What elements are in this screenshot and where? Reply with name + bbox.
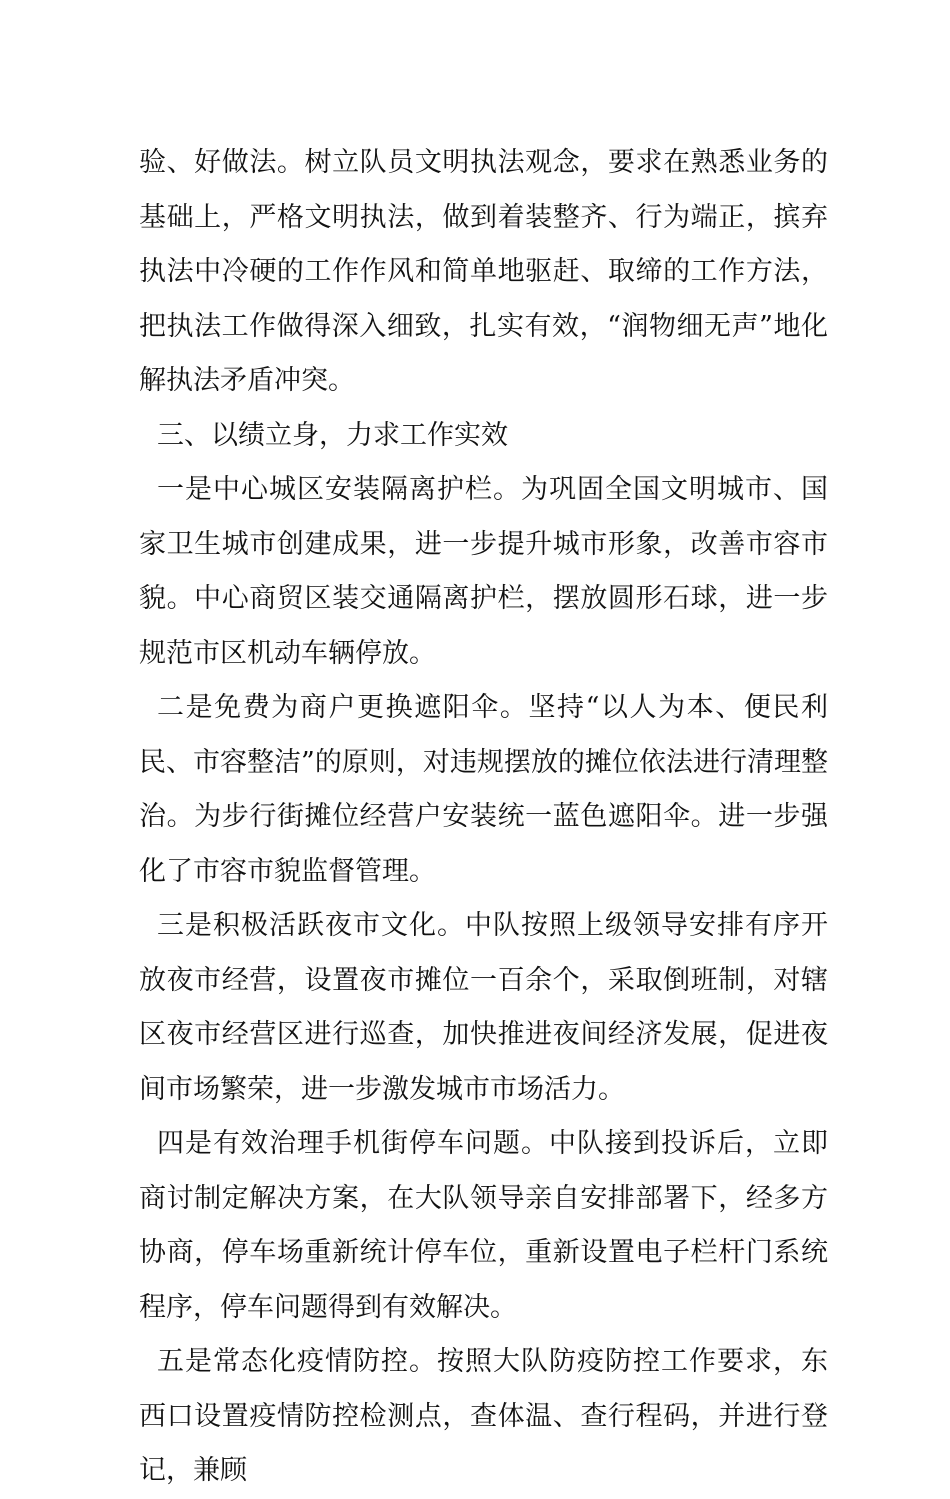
item-paragraph-5 [139, 1335, 828, 1499]
item-body-2: 坚持“以人为本、便民利民、市容整洁”的原则，对违规摆放的摊位依法进行清理整治。为步行街摊位经营户安装统一蓝色遮阳伞。进一步强化了市容市貌监督管理。 [139, 692, 828, 887]
item-paragraph-3 [139, 899, 828, 1117]
item-paragraph-4 [139, 1117, 828, 1335]
item-lead-1: 一是中心城区安装隔离护栏。 [157, 474, 521, 505]
intro-paragraph: 验、好做法。树立队员文明执法观念，要求在熟悉业务的基础上，严格文明执法，做到着装整齐、行为端正，摈弃执法中冷硬的工作作风和简单地驱赶、取缔的工作方法，把执法工作做得深入细致，扎实有效，“润物细无声”地化解执法矛盾冲突。 [139, 147, 828, 396]
section-heading: 三、以绩立身，力求工作实效 [157, 419, 508, 451]
item-lead-2: 二是免费为商户更换遮阳伞。 [157, 692, 529, 723]
item-lead-3: 三是积极活跃夜市文化。 [157, 910, 465, 941]
item-body-1: 为巩固全国文明城市、国家卫生城市创建成果，进一步提升城市形象，改善市容市貌。中心商贸区装交通隔离护栏，摆放圆形石球，进一步规范市区机动车辆停放。 [139, 474, 828, 669]
item-body-4: 中队接到投诉后，立即商讨制定解决方案，在大队领导亲自安排部署下，经多方协商，停车场重新统计停车位，重新设置电子栏杆门系统程序，停车问题得到有效解决。 [139, 1128, 828, 1323]
item-body-5: 按照大队防疫防控工作要求，东西口设置疫情防控检测点，查体温、查行程码，并进行登记，兼顾 [139, 1346, 828, 1486]
item-lead-4: 四是有效治理手机街停车问题。 [157, 1128, 549, 1159]
document-body [139, 136, 828, 1499]
item-paragraph-2 [139, 681, 828, 899]
item-paragraph-1 [139, 463, 828, 681]
item-body-3: 中队按照上级领导安排有序开放夜市经营，设置夜市摊位一百余个，采取倒班制，对辖区夜市经营区进行巡查，加快推进夜间经济发展，促进夜间市场繁荣，进一步激发城市市场活力。 [139, 910, 828, 1105]
item-lead-5: 五是常态化疫情防控。 [157, 1346, 437, 1377]
